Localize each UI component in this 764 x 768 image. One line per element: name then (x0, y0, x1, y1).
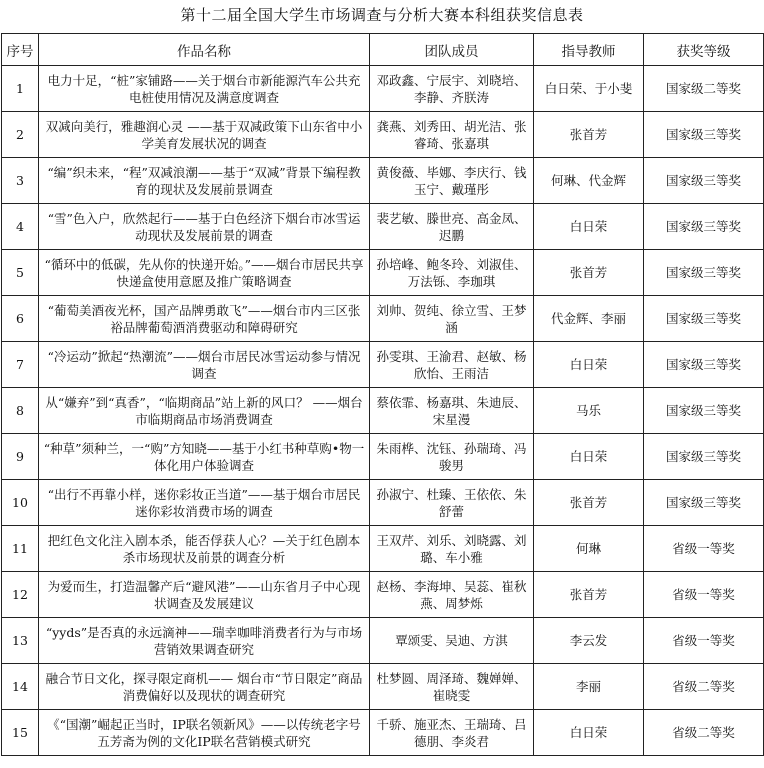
award-level: 国家级三等奖 (644, 388, 764, 434)
table-row (2, 342, 764, 388)
award-table (1, 33, 764, 756)
project-title: 双减向美行，雅趣润心灵 ——基于双减政策下山东省中小学美育发展状况的调查 (39, 112, 370, 158)
award-level: 省级一等奖 (644, 572, 764, 618)
team-members: 赵杨、李海坤、吴蕊、崔秋燕、周梦烁 (370, 572, 534, 618)
row-number: 5 (2, 250, 39, 296)
advisor: 白日荣、于小斐 (534, 66, 644, 112)
project-title: “葡萄美酒夜光杯，国产品牌勇敢飞”——烟台市内三区张裕品牌葡萄酒消费驱动和障碍研究 (39, 296, 370, 342)
advisor: 马乐 (534, 388, 644, 434)
award-level: 国家级三等奖 (644, 204, 764, 250)
project-title: “出行不再靠小样，迷你彩妆正当道”——基于烟台市居民迷你彩妆消费市场的调查 (39, 480, 370, 526)
table-row (2, 480, 764, 526)
header-team: 团队成员 (370, 34, 534, 66)
table-row (2, 618, 764, 664)
advisor: 白日荣 (534, 710, 644, 756)
project-title: 《“国潮”崛起正当时，IP联名领新风》——以传统老字号五芳斋为例的文化IP联名营销模式研究 (39, 710, 370, 756)
project-title: 电力十足，“桩”家铺路——关于烟台市新能源汽车公共充电桩使用情况及满意度调查 (39, 66, 370, 112)
advisor: 白日荣 (534, 434, 644, 480)
row-number: 7 (2, 342, 39, 388)
header-no: 序号 (2, 34, 39, 66)
row-number: 2 (2, 112, 39, 158)
table-row (2, 66, 764, 112)
award-level: 省级一等奖 (644, 618, 764, 664)
table-row (2, 526, 764, 572)
award-level: 国家级三等奖 (644, 434, 764, 480)
row-number: 1 (2, 66, 39, 112)
row-number: 14 (2, 664, 39, 710)
award-level: 国家级三等奖 (644, 342, 764, 388)
row-number: 12 (2, 572, 39, 618)
row-number: 9 (2, 434, 39, 480)
table-row (2, 664, 764, 710)
award-level: 国家级三等奖 (644, 296, 764, 342)
team-members: 王双芹、刘乐、刘晓露、刘璐、车小雅 (370, 526, 534, 572)
team-members: 朱雨桦、沈钰、孙瑞琦、冯骏男 (370, 434, 534, 480)
award-level: 国家级二等奖 (644, 66, 764, 112)
award-level: 省级一等奖 (644, 526, 764, 572)
award-level: 国家级三等奖 (644, 250, 764, 296)
header-title: 作品名称 (39, 34, 370, 66)
project-title: “种草”须种兰，一“购”方知晓——基于小红书种草购•物一体化用户体验调查 (39, 434, 370, 480)
table-row (2, 158, 764, 204)
project-title: 把红色文化注入剧本杀，能否俘获人心？—关于红色剧本杀市场现状及前景的调查分析 (39, 526, 370, 572)
table-row (2, 204, 764, 250)
project-title: “冷运动”掀起“热潮流”——烟台市居民冰雪运动参与情况调查 (39, 342, 370, 388)
table-row (2, 434, 764, 480)
award-level: 国家级三等奖 (644, 112, 764, 158)
advisor: 白日荣 (534, 204, 644, 250)
row-number: 10 (2, 480, 39, 526)
team-members: 刘帅、贺纯、徐立雪、王梦涵 (370, 296, 534, 342)
row-number: 11 (2, 526, 39, 572)
team-members: 邓政鑫、宁辰宇、刘晓培、李静、齐朕涛 (370, 66, 534, 112)
project-title: 融合节日文化，探寻限定商机—— 烟台市“节日限定”商品消费偏好以及现状的调查研究 (39, 664, 370, 710)
advisor: 张首芳 (534, 572, 644, 618)
table-row (2, 710, 764, 756)
team-members: 杜梦圆、周泽琦、魏婵婵、崔晓雯 (370, 664, 534, 710)
advisor: 张首芳 (534, 112, 644, 158)
award-level: 国家级三等奖 (644, 480, 764, 526)
advisor: 张首芳 (534, 250, 644, 296)
row-number: 3 (2, 158, 39, 204)
project-title: 为爱而生，打造温馨产后“避风港”——山东省月子中心现状调查及发展建议 (39, 572, 370, 618)
team-members: 千骄、施亚杰、王瑞琦、吕德朋、李炎君 (370, 710, 534, 756)
project-title: “雪”色入户，欣然起行——基于白色经济下烟台市冰雪运动现状及发展前景的调查 (39, 204, 370, 250)
team-members: 孙雯琪、王渝君、赵敏、杨欣怡、王雨洁 (370, 342, 534, 388)
award-level: 国家级三等奖 (644, 158, 764, 204)
table-row (2, 112, 764, 158)
document-title: 第十二届全国大学生市场调查与分析大赛本科组获奖信息表 (180, 6, 584, 24)
header-level: 获奖等级 (644, 34, 764, 66)
row-number: 4 (2, 204, 39, 250)
team-members: 黄俊薇、毕娜、李庆行、钱玉宁、戴瑾彤 (370, 158, 534, 204)
project-title: “编”织未来，“程”双减浪潮——基于“双减”背景下编程教育的现状及发展前景调查 (39, 158, 370, 204)
table-row (2, 250, 764, 296)
table-row (2, 296, 764, 342)
row-number: 13 (2, 618, 39, 664)
header-row (2, 34, 764, 66)
team-members: 裴艺敏、滕世亮、高金凤、迟鹏 (370, 204, 534, 250)
project-title: “yyds”是否真的永远滴神——瑞幸咖啡消费者行为与市场营销效果调查研究 (39, 618, 370, 664)
row-number: 6 (2, 296, 39, 342)
team-members: 覃颂雯、吴迪、方淇 (370, 618, 534, 664)
advisor: 李云发 (534, 618, 644, 664)
project-title: “循环中的低碳，先从你的快递开始。”——烟台市居民共享快递盒使用意愿及推广策略调查 (39, 250, 370, 296)
award-level: 省级二等奖 (644, 710, 764, 756)
project-title: 从“嫌弃”到“真香”，“临期商品”站上新的风口？ ——烟台市临期商品市场消费调查 (39, 388, 370, 434)
team-members: 孙培峰、鲍冬玲、刘淑佳、万法铄、李珈琪 (370, 250, 534, 296)
advisor: 李丽 (534, 664, 644, 710)
team-members: 龚燕、刘秀田、胡光洁、张睿琦、张嘉琪 (370, 112, 534, 158)
row-number: 8 (2, 388, 39, 434)
team-members: 蔡依霏、杨嘉琪、朱迪辰、宋星漫 (370, 388, 534, 434)
advisor: 何琳 (534, 526, 644, 572)
advisor: 张首芳 (534, 480, 644, 526)
advisor: 何琳、代金辉 (534, 158, 644, 204)
table-row (2, 572, 764, 618)
award-level: 省级二等奖 (644, 664, 764, 710)
table-row (2, 388, 764, 434)
header-advisor: 指导教师 (534, 34, 644, 66)
advisor: 代金辉、李丽 (534, 296, 644, 342)
row-number: 15 (2, 710, 39, 756)
team-members: 孙淑宁、杜臻、王依依、朱舒蕾 (370, 480, 534, 526)
advisor: 白日荣 (534, 342, 644, 388)
